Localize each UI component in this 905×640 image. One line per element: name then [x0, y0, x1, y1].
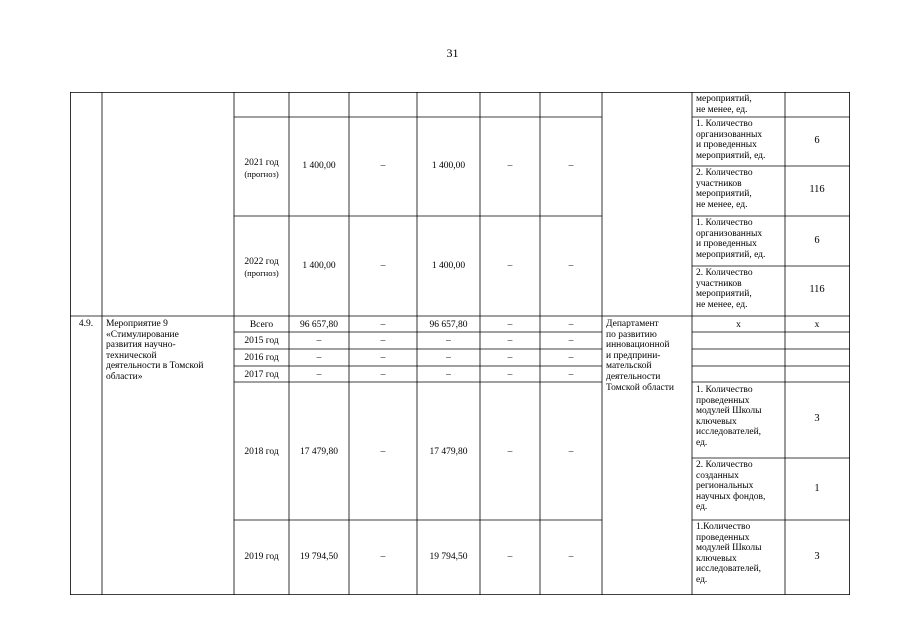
indicator-continued: мероприятий, не менее, ед.: [696, 94, 752, 115]
local-2022: –: [507, 261, 513, 271]
indicator-2018-1: 1. Количество проведенных модулей Школы ключевых исследователей, ед.: [696, 385, 762, 448]
row-2017-total: –: [316, 370, 322, 380]
row-total-year: Всего: [249, 320, 274, 330]
row-2019-year: 2019 год: [244, 552, 279, 562]
row-2015-year: 2015 год: [244, 336, 279, 346]
budget-table: [70, 92, 850, 595]
indicator-2022-2: 2. Количество участников мероприятий, не менее, ед.: [696, 268, 753, 310]
value-2022-1: 6: [814, 236, 820, 246]
row-2017-extra: –: [568, 370, 574, 380]
indicator-2021-1: 1. Количество организованных и проведенных мероприятий, ед.: [696, 119, 766, 161]
row-2017-local: –: [507, 370, 513, 380]
regional-2021: 1 400,00: [431, 161, 466, 171]
x-mark-value: x: [814, 320, 820, 330]
row-total-extra: –: [568, 320, 574, 330]
row-2016-total: –: [316, 353, 322, 363]
row-2019-federal: –: [380, 552, 386, 562]
row-2018-regional: 17 479,80: [429, 447, 468, 457]
year-2022: 2022 год: [244, 257, 279, 267]
total-2022: 1 400,00: [302, 261, 336, 271]
row-total-total: 96 657,80: [300, 320, 338, 330]
value-2021-1: 6: [814, 136, 820, 146]
indicator-2019-1: 1.Количество проведенных модулей Школы ключевых исследователей, ед.: [696, 522, 762, 585]
item-title: Мероприятие 9 «Стимулирование развития научно- технической деятельности в Томской области»: [106, 319, 204, 382]
indicator-2021-2: 2. Количество участников мероприятий, не менее, ед.: [696, 168, 753, 210]
x-mark-indicator: x: [736, 320, 741, 330]
row-2019-total: 19 794,50: [300, 552, 338, 562]
value-2018-2: 1: [814, 484, 820, 494]
regional-2022: 1 400,00: [431, 261, 466, 271]
row-2015-regional: –: [446, 336, 451, 346]
page-number: 31: [446, 46, 459, 60]
year-2021-note: (прогноз): [244, 169, 279, 179]
row-2016-local: –: [507, 353, 513, 363]
extra-2022: –: [568, 261, 574, 271]
row-2018-extra: –: [568, 447, 574, 457]
row-2018-year: 2018 год: [244, 447, 279, 457]
row-2015-total: –: [316, 336, 322, 346]
federal-2022: –: [380, 261, 386, 271]
local-2021: –: [507, 161, 513, 171]
row-2016-extra: –: [568, 353, 574, 363]
row-2015-federal: –: [380, 336, 386, 346]
row-2018-local: –: [507, 447, 513, 457]
year-2022-note: (прогноз): [244, 268, 279, 278]
row-2017-year: 2017 год: [244, 370, 279, 380]
total-2021: 1 400,00: [302, 161, 336, 171]
row-2019-extra: –: [568, 552, 574, 562]
row-2019-regional: 19 794,50: [429, 552, 468, 562]
value-2019-1: 3: [814, 552, 820, 562]
row-total-regional: 96 657,80: [429, 320, 468, 330]
row-2016-year: 2016 год: [244, 353, 279, 363]
row-2018-federal: –: [380, 447, 386, 457]
extra-2021: –: [568, 161, 574, 171]
row-2017-regional: –: [446, 370, 451, 380]
item-executor: Департамент по развитию инновационной и предприни- мательской деятельности Томской области: [606, 319, 674, 393]
row-total-local: –: [507, 320, 513, 330]
year-2021: 2021 год: [244, 158, 279, 168]
indicator-2018-2: 2. Количество созданных региональных научных фондов, ед.: [696, 460, 766, 513]
value-2022-2: 116: [809, 285, 825, 295]
value-2018-1: 3: [814, 414, 820, 424]
row-2016-regional: –: [446, 353, 451, 363]
row-2017-federal: –: [380, 370, 386, 380]
row-2015-extra: –: [568, 336, 574, 346]
federal-2021: –: [380, 161, 386, 171]
row-total-federal: –: [380, 320, 386, 330]
row-2015-local: –: [507, 336, 513, 346]
value-2021-2: 116: [809, 185, 825, 195]
indicator-2022-1: 1. Количество организованных и проведенных мероприятий, ед.: [696, 218, 766, 260]
row-2016-federal: –: [380, 353, 386, 363]
item-number: 4.9.: [78, 319, 94, 329]
row-2019-local: –: [507, 552, 513, 562]
row-2018-total: 17 479,80: [300, 447, 338, 457]
